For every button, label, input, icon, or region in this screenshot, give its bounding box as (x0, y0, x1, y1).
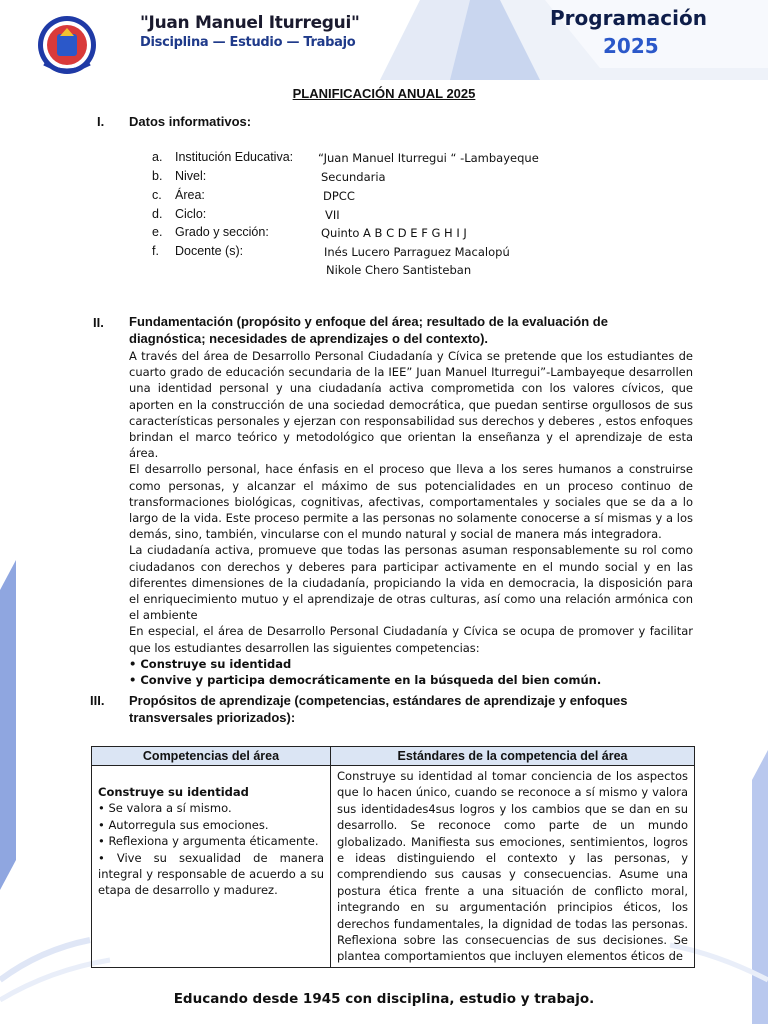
info-label: Área: (175, 188, 205, 202)
paragraph: La ciudadanía activa, promueve que todas las personas asuman responsablemente su rol como ciudadanos con derechos y deberes para participar activamente en el mundo social y en las diferentes dimensiones de la ciudadanía, propiciando la vida en democracia, la disposición para el enriquecimiento mutuo y el aprendizaje de otras culturas, así como una relación armónica con el ambiente (129, 543, 693, 623)
footer-slogan: Educando desde 1945 con disciplina, estudio y trabajo. (173, 991, 595, 1007)
info-letter: c. (152, 188, 162, 202)
table-header-row (92, 747, 695, 766)
info-value: VII (325, 208, 340, 222)
info-letter: d. (152, 207, 163, 221)
paragraph: A través del área de Desarrollo Personal Ciudadanía y Cívica se pretende que los estudiantes de cuarto grado de educación secundaria de la IEE” Juan Manuel Iturregui”-Lambayeque desarrollen una identidad personal y una ciudadanía activa comprometida con los valores cívicos, que aporten en la construcción de una sociedad democrática, que puedan sentirse orgullosos de sus características personales y ejerzan con responsabilidad sus derechos y deberes , estos enfoques brindan el marco teórico y metodológico que orientan la enseñanza y el aprendizaje de esta área. (129, 349, 693, 461)
competency-bullet: • Convive y participa democráticamente en la búsqueda del bien común. (129, 673, 602, 688)
section-1-title: Datos informativos: (129, 114, 252, 129)
school-name: "Juan Manuel Iturregui" (140, 13, 360, 33)
program-title: Programación (550, 6, 707, 30)
table-row (92, 766, 695, 968)
info-value: Nikole Chero Santisteban (326, 263, 472, 277)
capacity-item: • Vive su sexualidad de manera integral y responsable de acuerdo a su etapa de desarrollo y madurez. (98, 850, 324, 898)
competency-bullet: • Construye su identidad (129, 656, 292, 671)
table-header: Competencias del área (92, 747, 331, 766)
info-letter: a. (152, 150, 163, 164)
section-3-number: III. (90, 693, 105, 708)
info-value: Secundaria (321, 170, 386, 184)
info-label: Institución Educativa: (175, 150, 294, 164)
document-title: PLANIFICACIÓN ANUAL 2025 (292, 86, 476, 101)
info-label: Nivel: (175, 169, 207, 183)
info-letter: f. (152, 244, 159, 258)
paragraph: En especial, el área de Desarrollo Personal Ciudadanía y Cívica se ocupa de promover y facilitar que los estudiantes desarrollen las siguientes competencias: (129, 624, 693, 655)
school-motto: Disciplina — Estudio — Trabajo (140, 35, 356, 50)
section-2-number: II. (93, 315, 104, 330)
info-value: DPCC (323, 189, 355, 203)
paragraph: El desarrollo personal, hace énfasis en el proceso que lleva a los seres humanos a construirse como personas, y alcanzar el máximo de sus potencialidades en un proceso continuo de transformaciones biológicas, cognitivas, afectivas, comportamentales y sociales que se da a lo largo de la vida. Este proceso permite a las personas no solamente conocerse a sí mismas y a los demás, sino, también, vincularse con el mundo natural y social de manera más integradora. (129, 462, 693, 542)
capacity-item: • Autorregula sus emociones. (98, 817, 269, 832)
info-letter: b. (152, 169, 163, 183)
capacity-item: • Se valora a sí mismo. (98, 801, 232, 816)
section-1-number: I. (97, 114, 105, 129)
info-label: Grado y sección: (175, 225, 269, 239)
school-logo (36, 14, 98, 76)
section-2-body (129, 348, 693, 688)
competencies-table (91, 746, 695, 968)
section-2-title: Fundamentación (propósito y enfoque del área; resultado de la evaluación de diagnóstica; necesidades de aprendizajes o del contexto). (129, 314, 608, 346)
info-value: Quinto A B C D E F G H I J (321, 226, 467, 240)
standard-cell: Construye su identidad al tomar conciencia de los aspectos que lo hacen único, cuando se reconoce a sí mismo y valora sus identidades4sus logros y los cambios que se dan en su desarrollo. Se reconoce como parte de un mundo globalizado. Manifiesta sus emociones, sentimientos, logros e ideas distinguiendo el contexto y las personas, y comprendiendo sus causas y consecuencias. Asume una postura ética frente a una situación de conflicto moral, integrando en su argumentación principios éticos, los derechos fundamentales, la dignidad de todas las personas. Reflexiona sobre las consecuencias de sus decisiones. Se plantea comportamientos que incluyen elementos éticos de (331, 766, 695, 968)
info-value: “Juan Manuel Iturregui “ -Lambayeque (318, 151, 539, 165)
info-label: Ciclo: (175, 207, 207, 221)
capacity-item: • Reflexiona y argumenta éticamente. (98, 834, 319, 849)
info-value: Inés Lucero Parraguez Macalopú (324, 245, 510, 259)
section-3-title: Propósitos de aprendizaje (competencias, estándares de aprendizaje y enfoques transversales priorizados): (129, 693, 628, 725)
competency-title: Construye su identidad (98, 785, 249, 799)
program-year: 2025 (603, 34, 659, 58)
info-label: Docente (s): (175, 244, 244, 258)
table-header: Estándares de la competencia del área (331, 747, 695, 766)
info-letter: e. (152, 225, 163, 239)
competency-cell (92, 766, 331, 968)
